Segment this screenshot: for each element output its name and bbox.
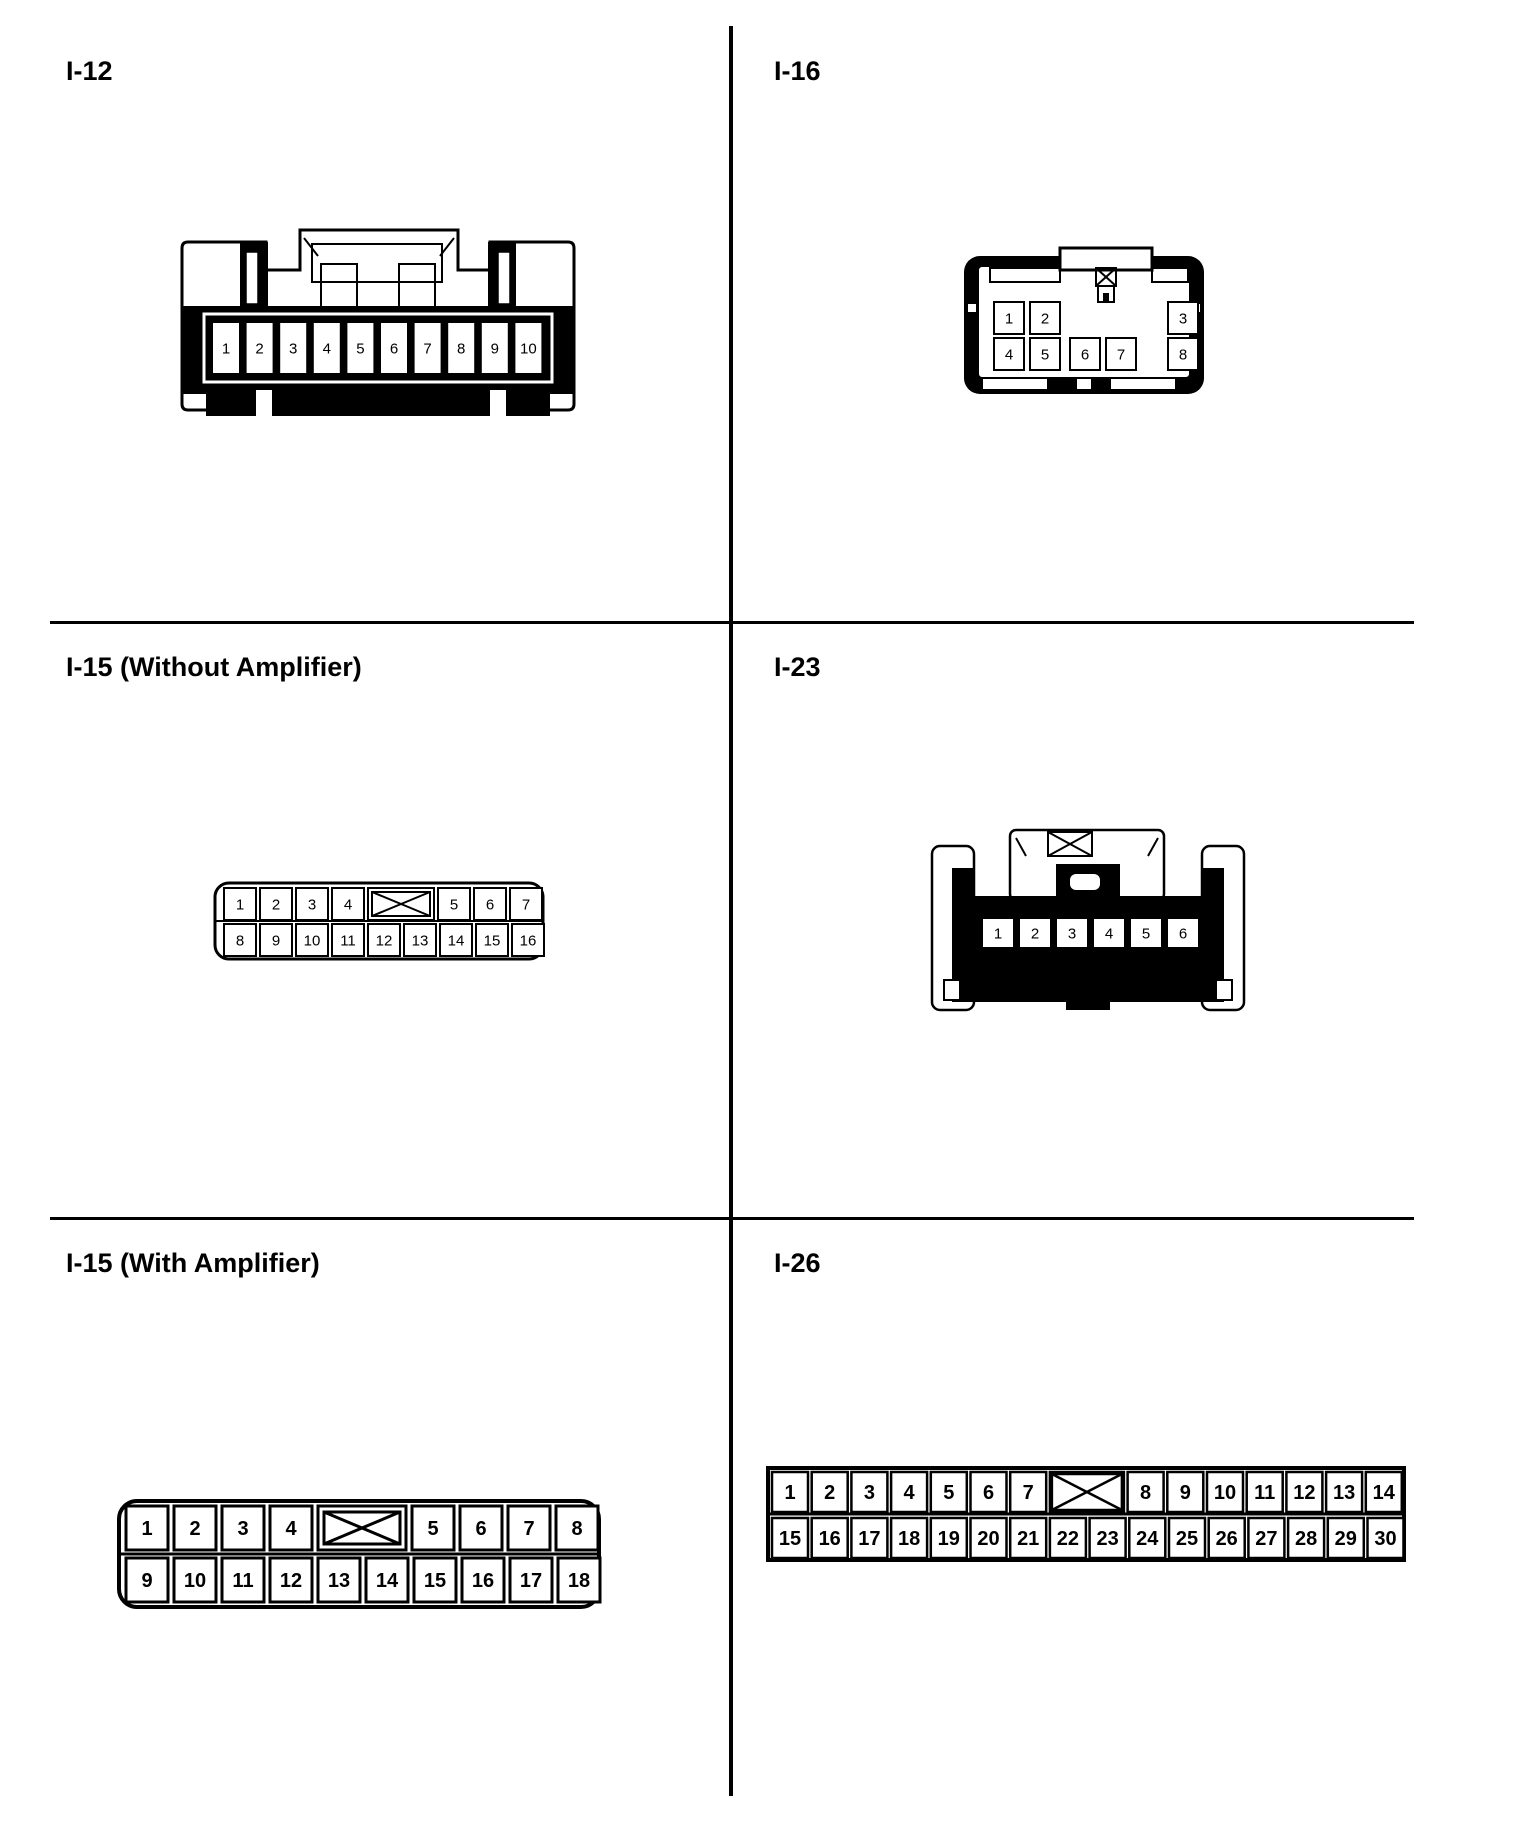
pin-cell-23: [1090, 1518, 1126, 1558]
pin-cell-9: [126, 1558, 168, 1602]
pin-number: 2: [1040, 310, 1050, 328]
pin-cell-25: [1169, 1518, 1205, 1558]
pin-cell-6: [1167, 918, 1199, 948]
pin-number: 27: [1255, 1528, 1278, 1551]
pin-number: 11: [1254, 1482, 1276, 1505]
pin-cell-26: [1209, 1518, 1245, 1558]
pin-number: 5: [1141, 925, 1151, 943]
pin-cell-1: [994, 302, 1024, 334]
pin-number: 4: [1004, 346, 1014, 364]
pin-number: 4: [322, 340, 331, 358]
pin-cell-6: [380, 322, 408, 374]
pin-cell-20: [971, 1518, 1007, 1558]
pin-cell-29: [1328, 1518, 1364, 1558]
pin-cell-2: [174, 1506, 216, 1550]
horizontal-divider-bottom: [50, 1217, 1414, 1220]
panel-title-i23: I-23: [774, 652, 821, 682]
blanked-cavity: [368, 888, 434, 920]
pin-cell-28: [1288, 1518, 1324, 1558]
blanked-cavity: [1050, 1472, 1124, 1512]
pin-number: 4: [285, 1518, 297, 1541]
pin-cell-1: [126, 1506, 168, 1550]
panel-title-i26: I-26: [774, 1248, 821, 1278]
pin-cell-19: [931, 1518, 967, 1558]
pin-cell-10: [296, 924, 328, 956]
pin-number: 5: [427, 1518, 439, 1541]
pin-number: 26: [1215, 1528, 1238, 1551]
pin-number: 5: [449, 896, 459, 914]
pin-number: 4: [1104, 925, 1114, 943]
pin-number: 20: [977, 1528, 1000, 1551]
panel-title-i16: I-16: [774, 56, 821, 86]
pin-cell-11: [332, 924, 364, 956]
pin-cell-8: [1128, 1472, 1164, 1512]
pin-cell-18: [891, 1518, 927, 1558]
pin-cell-7: [510, 888, 542, 920]
pin-cell-22: [1050, 1518, 1086, 1558]
pin-number: 5: [356, 340, 365, 358]
pin-cell-2: [1019, 918, 1051, 948]
pin-number: 18: [897, 1528, 921, 1551]
pin-number: 8: [235, 932, 245, 950]
pin-cell-4: [332, 888, 364, 920]
pin-number: 2: [824, 1482, 836, 1505]
pin-number: 3: [863, 1482, 875, 1505]
pin-number: 6: [485, 896, 495, 914]
pin-cell-10: [174, 1558, 216, 1602]
pin-number: 6: [475, 1518, 487, 1541]
pin-number: 11: [232, 1570, 254, 1593]
pin-cell-16: [512, 924, 544, 956]
pin-number: 29: [1334, 1528, 1357, 1551]
pin-cell-1: [982, 918, 1014, 948]
pin-number: 9: [1179, 1482, 1191, 1505]
pin-cell-18: [558, 1558, 600, 1602]
pin-cell-13: [1326, 1472, 1362, 1512]
pin-cell-5: [346, 322, 374, 374]
pin-number: 13: [1332, 1482, 1356, 1505]
horizontal-divider-top: [50, 621, 1414, 624]
pin-number: 2: [271, 896, 281, 914]
pin-cell-3: [296, 888, 328, 920]
pin-cell-13: [404, 924, 436, 956]
pin-cell-14: [1366, 1472, 1402, 1512]
pin-number: 23: [1096, 1528, 1119, 1551]
pin-number: 14: [375, 1570, 399, 1593]
pin-number: 12: [375, 932, 393, 950]
pin-cell-5: [1130, 918, 1162, 948]
pin-number: 16: [818, 1528, 841, 1551]
panel-title-i15-without-amplifier: I-15 (Without Amplifier): [66, 652, 362, 682]
pin-cell-2: [812, 1472, 848, 1512]
pin-number: 10: [183, 1570, 207, 1593]
pin-cell-21: [1010, 1518, 1046, 1558]
pin-cell-9: [260, 924, 292, 956]
pin-number: 10: [1213, 1482, 1237, 1505]
pin-number: 2: [189, 1518, 201, 1541]
pin-cell-15: [772, 1518, 808, 1558]
pin-cell-5: [931, 1472, 967, 1512]
pin-cell-1: [224, 888, 256, 920]
connector-i12: [178, 226, 578, 422]
pin-cell-3: [222, 1506, 264, 1550]
pin-number: 22: [1056, 1528, 1080, 1551]
pin-cell-13: [318, 1558, 360, 1602]
pin-number: 8: [1178, 346, 1188, 364]
pin-number: 15: [778, 1528, 802, 1551]
pin-cell-4: [313, 322, 341, 374]
pin-number: 15: [483, 932, 501, 950]
pin-cell-5: [1030, 338, 1060, 370]
pin-cell-11: [222, 1558, 264, 1602]
pin-number: 1: [993, 925, 1003, 943]
pin-number: 8: [1140, 1482, 1152, 1505]
pin-number: 3: [307, 896, 317, 914]
connector-i16-top-latch: [1060, 248, 1152, 270]
pin-number: 3: [237, 1518, 249, 1541]
pin-number: 25: [1175, 1528, 1199, 1551]
pin-cell-1: [212, 322, 240, 374]
pin-number: 5: [1040, 346, 1050, 364]
pin-cell-2: [260, 888, 292, 920]
pin-number: 1: [221, 340, 231, 358]
pin-number: 3: [1178, 310, 1188, 328]
pin-cell-6: [971, 1472, 1007, 1512]
pin-number: 9: [490, 340, 499, 358]
pin-cell-3: [1056, 918, 1088, 948]
vertical-divider: [729, 26, 733, 1796]
pin-cell-15: [414, 1558, 456, 1602]
pin-number: 1: [235, 896, 245, 914]
pin-number: 6: [982, 1482, 995, 1505]
pin-number: 2: [1030, 925, 1040, 943]
pin-cell-8: [556, 1506, 598, 1550]
pin-cell-8: [447, 322, 475, 374]
pin-number: 12: [279, 1570, 303, 1593]
pin-number: 4: [903, 1482, 915, 1505]
pin-cell-24: [1129, 1518, 1165, 1558]
pin-cell-15: [476, 924, 508, 956]
pin-number: 8: [457, 340, 466, 358]
pin-cell-6: [474, 888, 506, 920]
blanked-cavity: [318, 1506, 406, 1550]
pin-number: 6: [389, 340, 399, 358]
pin-number: 5: [943, 1482, 955, 1505]
pin-cell-5: [412, 1506, 454, 1550]
pin-cell-14: [440, 924, 472, 956]
pin-number: 17: [519, 1570, 543, 1593]
pin-number: 13: [411, 932, 429, 950]
pin-cell-16: [462, 1558, 504, 1602]
pin-number: 8: [571, 1518, 583, 1541]
pin-cell-10: [1207, 1472, 1243, 1512]
panel-title-i15-with-amplifier: I-15 (With Amplifier): [66, 1248, 320, 1278]
pin-number: 6: [1080, 346, 1090, 364]
pin-number: 15: [423, 1570, 447, 1593]
pin-number: 7: [423, 340, 432, 358]
pin-cell-27: [1248, 1518, 1284, 1558]
pin-number: 3: [1067, 925, 1077, 943]
pin-cell-30: [1368, 1518, 1404, 1558]
pin-cell-3: [851, 1472, 887, 1512]
pin-number: 6: [1178, 925, 1188, 943]
pin-cell-14: [366, 1558, 408, 1602]
pin-cell-7: [1010, 1472, 1046, 1512]
pin-number: 9: [271, 932, 281, 950]
pin-cell-5: [438, 888, 470, 920]
pin-cell-4: [891, 1472, 927, 1512]
pin-cell-12: [1286, 1472, 1322, 1512]
pin-number: 3: [289, 340, 298, 358]
pin-cell-10: [514, 322, 542, 374]
pin-cell-3: [1168, 302, 1198, 334]
pin-number: 10: [303, 932, 321, 950]
pin-number: 19: [937, 1528, 960, 1551]
pin-number: 9: [141, 1570, 153, 1593]
pin-cell-6: [1070, 338, 1100, 370]
panel-title-i12: I-12: [66, 56, 113, 86]
pin-number: 7: [1116, 346, 1126, 364]
pin-cell-6: [460, 1506, 502, 1550]
pin-cell-11: [1247, 1472, 1283, 1512]
pin-number: 7: [1022, 1482, 1034, 1505]
pin-number: 4: [343, 896, 353, 914]
pin-number: 7: [523, 1518, 535, 1541]
connector-i15-without-amplifier: [212, 880, 546, 962]
pin-number: 16: [519, 932, 537, 950]
pin-number: 17: [858, 1528, 881, 1551]
pin-cell-3: [279, 322, 307, 374]
pin-number: 13: [327, 1570, 351, 1593]
pin-cell-1: [772, 1472, 808, 1512]
pin-number: 16: [471, 1570, 495, 1593]
pin-cell-16: [812, 1518, 848, 1558]
pin-number: 1: [141, 1518, 153, 1541]
pin-number: 21: [1017, 1528, 1040, 1551]
pin-number: 18: [567, 1570, 591, 1593]
pin-cell-4: [1093, 918, 1125, 948]
pin-cell-7: [508, 1506, 550, 1550]
pin-number: 14: [447, 932, 465, 950]
pin-cell-9: [481, 322, 509, 374]
pin-cell-4: [994, 338, 1024, 370]
pin-number: 7: [521, 896, 531, 914]
pin-number: 10: [520, 340, 537, 358]
pin-cell-7: [1106, 338, 1136, 370]
pin-number: 24: [1136, 1528, 1159, 1551]
pin-cell-17: [510, 1558, 552, 1602]
connector-i15-with-amplifier: [116, 1498, 602, 1610]
pin-cell-4: [270, 1506, 312, 1550]
connector-i23: [930, 828, 1246, 1014]
pin-number: 1: [1004, 310, 1014, 328]
pin-cell-12: [368, 924, 400, 956]
connector-i26: [766, 1466, 1406, 1566]
pin-cell-8: [224, 924, 256, 956]
pin-cell-12: [270, 1558, 312, 1602]
pin-cell-2: [246, 322, 274, 374]
pin-number: 2: [255, 340, 264, 358]
pin-number: 30: [1374, 1528, 1397, 1551]
pin-cell-2: [1030, 302, 1060, 334]
pin-cell-7: [414, 322, 442, 374]
connector-i16: [960, 246, 1210, 398]
pin-number: 12: [1293, 1482, 1316, 1505]
pin-cell-17: [851, 1518, 887, 1558]
pin-number: 14: [1372, 1482, 1395, 1505]
pin-cell-9: [1167, 1472, 1203, 1512]
pin-cell-8: [1168, 338, 1198, 370]
pin-number: 11: [340, 932, 356, 950]
pin-number: 28: [1294, 1528, 1318, 1551]
pin-number: 1: [784, 1482, 796, 1505]
